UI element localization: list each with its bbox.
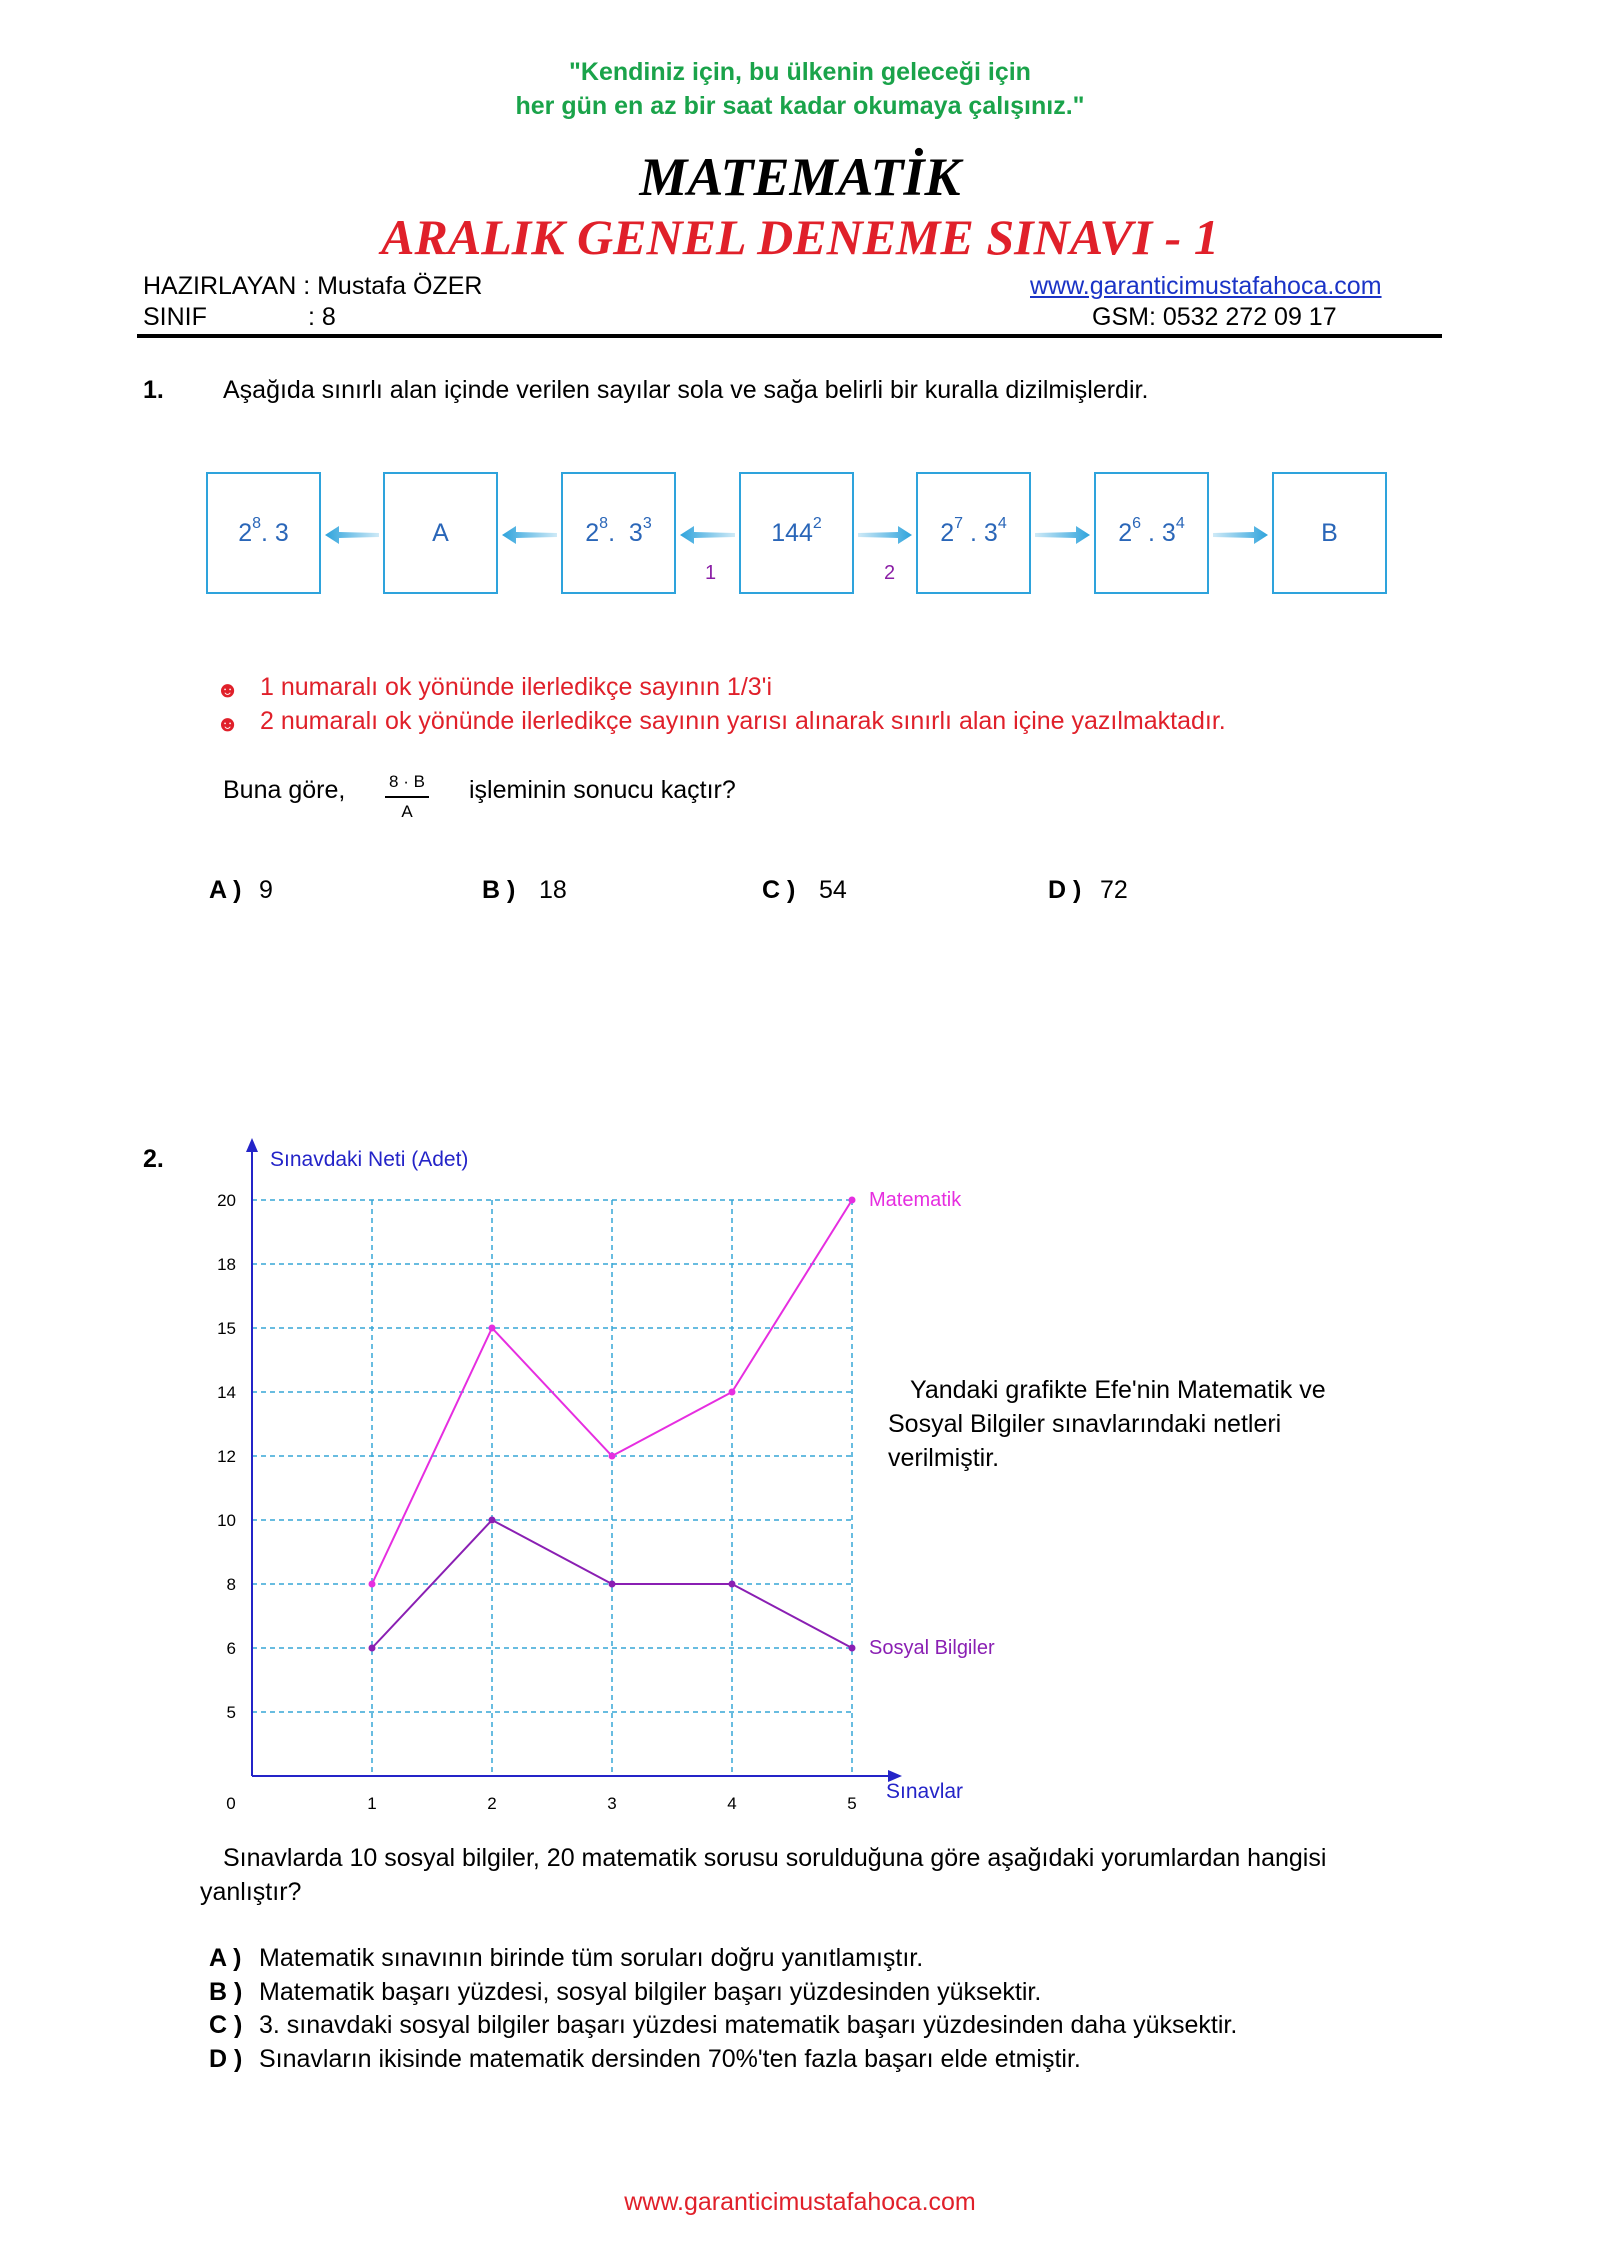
sequence-box-4-base: 144	[771, 518, 813, 547]
left-arrow-icon	[680, 526, 735, 544]
fraction-numerator: 8 · B	[389, 772, 425, 791]
y-tick-label: 10	[217, 1511, 236, 1530]
sequence-box-1-base: 2	[238, 518, 253, 547]
left-arrow-icon	[502, 526, 557, 544]
data-point	[609, 1453, 616, 1460]
q1-option-b-text[interactable]: 18	[539, 876, 567, 904]
sequence-box-6-exp: 6	[1132, 515, 1142, 532]
sequence-box-3-base: 2	[585, 518, 600, 547]
data-point	[849, 1197, 856, 1204]
smiley-bullet-1: ☻	[216, 677, 240, 702]
series-label: Sosyal Bilgiler	[869, 1637, 995, 1659]
y-tick-label: 20	[217, 1191, 236, 1210]
sequence-box-1-rest: . 3	[261, 518, 289, 547]
data-point	[369, 1581, 376, 1588]
x-tick-label: 3	[607, 1794, 617, 1813]
question-2-number: 2.	[143, 1145, 164, 1173]
question-1-prompt-suffix: işleminin sonucu kaçtır?	[469, 776, 736, 804]
exam-title: ARALIK GENEL DENEME SINAVI - 1	[381, 209, 1219, 265]
footer-url: www.garanticimustafahoca.com	[624, 2188, 976, 2216]
sequence-box-4-exp: 2	[812, 515, 822, 532]
data-point	[729, 1389, 736, 1396]
data-point	[489, 1325, 496, 1332]
q2-option-d-letter[interactable]: D )	[209, 2045, 243, 2073]
chart-grid	[252, 1200, 852, 1776]
y-axis-arrow-icon	[246, 1138, 258, 1152]
q2-option-c-letter[interactable]: C )	[209, 2011, 243, 2039]
gsm-number: GSM: 0532 272 09 17	[1092, 303, 1337, 331]
q2-option-b-text[interactable]: Matematik başarı yüzdesi, sosyal bilgiler başarı yüzdesinden yüksektir.	[259, 1978, 1042, 2006]
motto-line-2: her gün en az bir saat kadar okumaya çalışınız."	[515, 92, 1085, 120]
sequence-box-3-rest: . 3	[608, 518, 643, 547]
sequence-box-6-exp2: 4	[1175, 515, 1185, 532]
q2-option-a-text[interactable]: Matematik sınavının birinde tüm soruları doğru yanıtlamıştır.	[259, 1944, 924, 1972]
q2-option-d-text[interactable]: Sınavların ikisinde matematik dersinden 70%'ten fazla başarı elde etmiştir.	[259, 2045, 1081, 2073]
q2-question-line-1: Sınavlarda 10 sosyal bilgiler, 20 matematik sorusu sorulduğuna göre aşağıdaki yorumlardan hangisi	[223, 1844, 1327, 1872]
sequence-box-5-exp: 7	[954, 515, 964, 532]
q2-option-a-letter[interactable]: A )	[209, 1944, 242, 1972]
q2-side-text-1: Yandaki grafikte Efe'nin Matematik ve	[910, 1376, 1326, 1404]
sequence-box-6-base: 2	[1118, 518, 1133, 547]
data-point	[849, 1645, 856, 1652]
y-tick-label: 8	[226, 1575, 236, 1594]
right-arrow-icon	[1035, 526, 1090, 544]
rule-line-2: 2 numaralı ok yönünde ilerledikçe sayının yarısı alınarak sınırlı alan içine yazılmaktadır.	[260, 707, 1226, 735]
motto-line-1: "Kendiniz için, bu ülkenin geleceği için	[569, 58, 1031, 86]
subject-title: MATEMATİK	[639, 147, 961, 207]
sequence-box-5-rest: . 3	[963, 518, 998, 547]
q2-option-b-letter[interactable]: B )	[209, 1978, 243, 2006]
chart-labels	[217, 1148, 995, 1813]
series-label: Matematik	[869, 1189, 962, 1211]
q2-question-line-2: yanlıştır?	[200, 1878, 302, 1906]
fraction-denominator: A	[401, 802, 413, 821]
class-value: : 8	[308, 303, 336, 331]
question-1-text: Aşağıda sınırlı alan içinde verilen sayılar sola ve sağa belirli bir kuralla dizilmişlerdir.	[223, 376, 1149, 404]
x-axis-title: Sınavlar	[886, 1780, 964, 1803]
q2-option-c-text[interactable]: 3. sınavdaki sosyal bilgiler başarı yüzdesi matematik başarı yüzdesinden daha yüksektir.	[259, 2011, 1238, 2039]
question-1-number: 1.	[143, 376, 164, 404]
q1-option-d-text[interactable]: 72	[1100, 876, 1128, 904]
x-tick-label: 1	[367, 1794, 377, 1813]
fraction-bar	[385, 796, 429, 798]
sequence-arrows	[0, 0, 1600, 700]
right-arrow-icon	[1213, 526, 1268, 544]
x-tick-label: 4	[727, 1794, 737, 1813]
sequence-box-1-exp: 8	[252, 515, 261, 532]
x-tick-label: 2	[487, 1794, 497, 1813]
chart-axes	[246, 1138, 902, 1782]
y-tick-label: 15	[217, 1319, 236, 1338]
smiley-bullet-2: ☻	[216, 711, 240, 736]
question-1-prompt-prefix: Buna göre,	[223, 776, 346, 804]
q2-side-text-2: Sosyal Bilgiler sınavlarındaki netleri	[888, 1410, 1282, 1438]
sequence-box-5-exp2: 4	[997, 515, 1007, 532]
sequence-box-6-rest: . 3	[1141, 518, 1176, 547]
q1-option-d-letter[interactable]: D )	[1048, 876, 1082, 904]
q1-option-b-letter[interactable]: B )	[482, 876, 516, 904]
arrow-label-2: 2	[884, 562, 896, 584]
q2-side-text-3: verilmiştir.	[888, 1444, 1000, 1472]
y-tick-label: 5	[226, 1703, 236, 1722]
data-point	[369, 1645, 376, 1652]
sequence-box-3-exp2: 3	[642, 515, 652, 532]
y-tick-label: 14	[217, 1383, 236, 1402]
x-tick-label: 0	[226, 1794, 236, 1813]
q1-option-a-text[interactable]: 9	[259, 876, 273, 904]
sequence-box-7-base: B	[1321, 518, 1338, 547]
arrow-label-1: 1	[705, 562, 717, 584]
data-point	[729, 1581, 736, 1588]
data-point	[609, 1581, 616, 1588]
q1-option-c-letter[interactable]: C )	[762, 876, 796, 904]
y-tick-label: 12	[217, 1447, 236, 1466]
q1-option-c-text[interactable]: 54	[819, 876, 847, 904]
class-label: SINIF	[143, 303, 207, 331]
website-link[interactable]: www.garanticimustafahoca.com	[1030, 272, 1382, 300]
right-arrow-icon	[858, 526, 912, 544]
author-line: HAZIRLAYAN : Mustafa ÖZER	[143, 272, 483, 300]
y-tick-label: 6	[226, 1639, 236, 1658]
y-tick-label: 18	[217, 1255, 236, 1274]
x-tick-label: 5	[847, 1794, 857, 1813]
sequence-box-3-exp: 8	[599, 515, 609, 532]
sequence-box-2-base: A	[432, 518, 449, 547]
q1-option-a-letter[interactable]: A )	[209, 876, 242, 904]
sequence-box-5-base: 2	[940, 518, 955, 547]
y-axis-title: Sınavdaki Neti (Adet)	[270, 1148, 469, 1171]
rule-line-1: 1 numaralı ok yönünde ilerledikçe sayının 1/3'i	[260, 673, 773, 701]
data-point	[489, 1517, 496, 1524]
left-arrow-icon	[325, 526, 379, 544]
